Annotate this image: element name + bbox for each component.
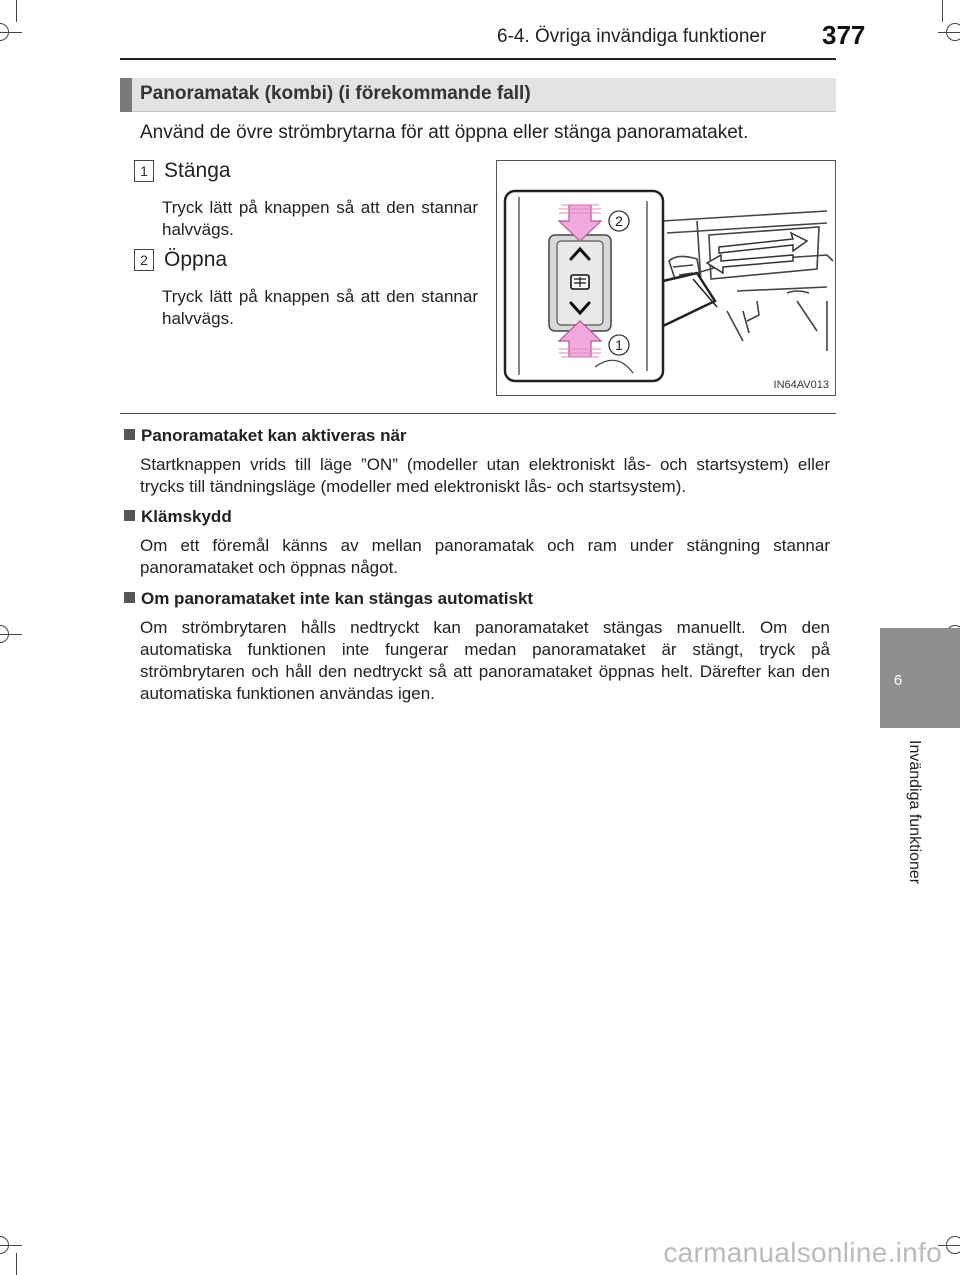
note-body: Om ett föremål känns av mellan panoramatak och ram under stängning stannar panoramataket och öppnas något. [140, 536, 830, 577]
callout-label-2: 2 [615, 213, 623, 229]
section-intro: Använd de övre strömbrytarna för att öppna eller stänga panoramataket. [140, 122, 749, 143]
switch-illustration [496, 160, 836, 396]
chapter-label: Invändiga funktioner [906, 740, 923, 885]
watermark-url: carmanualsonline.info [663, 1237, 942, 1268]
item-title-close: Stänga [164, 159, 231, 182]
section-heading-marker [120, 78, 132, 112]
switch-illustration-svg [497, 161, 836, 396]
zoom-leader [663, 273, 715, 326]
crop-mark-top-right-h [938, 32, 960, 33]
item-number-badge: 2 [134, 249, 154, 271]
crop-mark-top-left-h [0, 32, 22, 33]
crop-mark-mid-left-h [0, 634, 22, 635]
header-section-title: 6-4. Övriga invändiga funktioner [497, 26, 767, 47]
crop-mark-top-right-v [942, 0, 943, 22]
note-heading [124, 589, 533, 609]
section-heading-bar [120, 78, 836, 112]
note-bullet-square [124, 510, 135, 521]
note-title: Om panoramataket inte kan stängas automatiskt [141, 589, 534, 608]
crop-mark-bottom-left-h [0, 1245, 22, 1246]
header-rule [120, 58, 836, 60]
note-bullet-square [124, 592, 135, 603]
callout-label-1: 1 [615, 337, 623, 353]
crop-mark-bottom-left-v [16, 1253, 17, 1275]
sunshade-direction-arrows [707, 233, 807, 273]
crop-mark-top-left-v [16, 0, 17, 22]
note-body: Startknappen vrids till läge ”ON” (modeller utan elektroniskt lås- och startsystem) eller trycks till tändningsläge (modeller med elektroniskt lås- och startsystem). [140, 455, 830, 496]
illustration-code: IN64AV013 [773, 379, 829, 391]
item-title-open: Öppna [164, 248, 228, 271]
note-body: Om strömbrytaren hålls nedtryckt kan panoramataket stängas manuellt. Om den automatiska funktionen inte fungerar medan panoramataket är stängt, tryck på strömbrytaren och håll den nedtryckt så att panoramataket öppnas helt. Därefter kan den automatiska funktionen användas igen. [140, 618, 830, 703]
note-heading [124, 507, 232, 527]
chapter-number: 6 [893, 672, 903, 689]
page-number: 377 [822, 20, 866, 50]
note-heading [124, 426, 407, 446]
notes-divider [120, 413, 836, 414]
item-body-close: Tryck lätt på knappen så att den stannar halvvägs. [162, 198, 478, 239]
note-title: Panoramataket kan aktiveras när [141, 426, 407, 445]
note-title: Klämskydd [141, 507, 232, 526]
note-bullet-square [124, 429, 135, 440]
section-title: Panoramatak (kombi) (i förekommande fall) [140, 83, 531, 104]
item-number-badge: 1 [134, 160, 154, 182]
chapter-tab [880, 628, 960, 728]
item-body-open: Tryck lätt på knappen så att den stannar halvvägs. [162, 287, 478, 328]
